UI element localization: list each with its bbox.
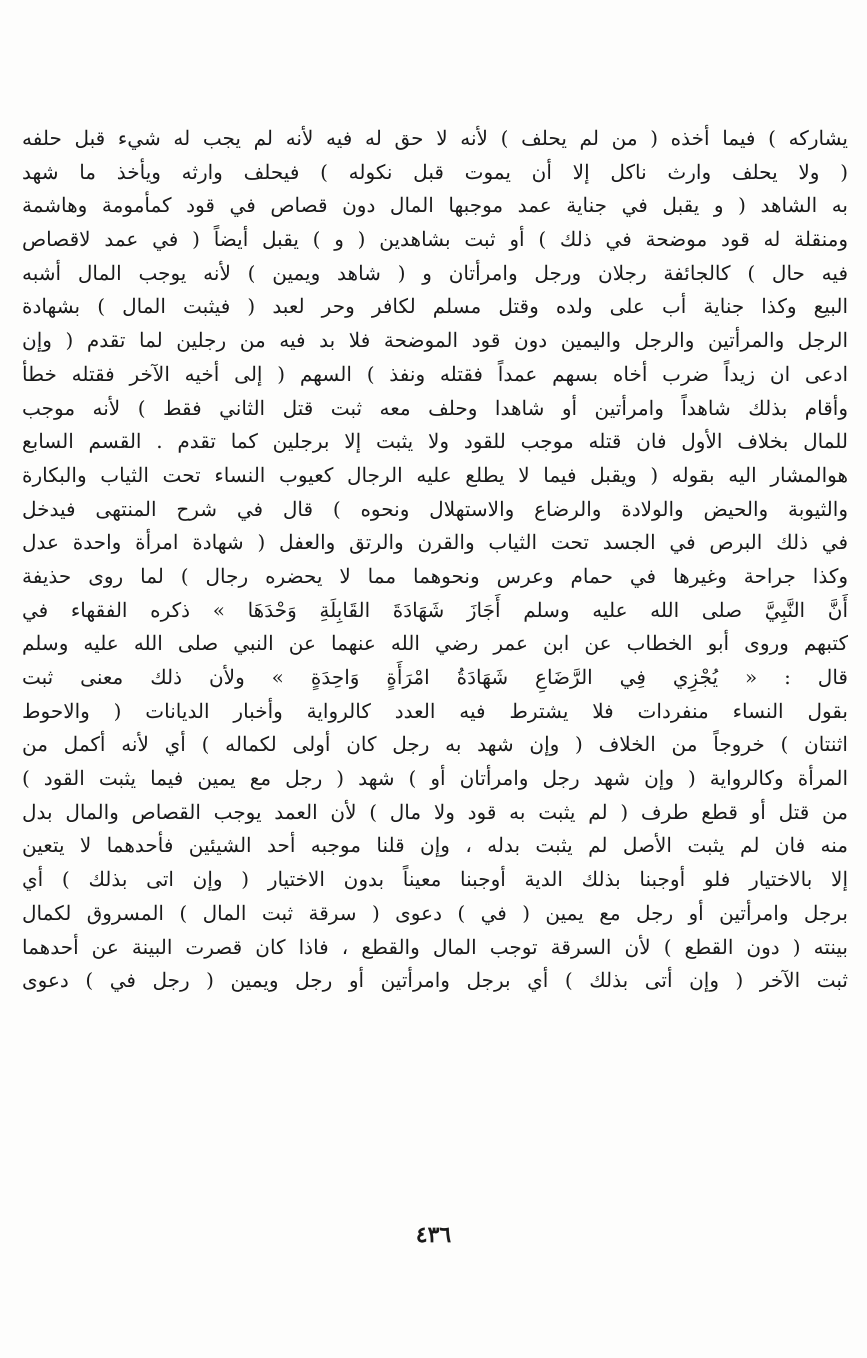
text-line: بقول النساء منفردات فلا يشترط فيه العدد كالرواية وأخبار الديانات ( والاحوط: [22, 698, 848, 723]
text-line: برجل وامرأتين أو رجل مع يمين ( في ) دعوى ( سرقة ثبت المال ) المسروق لكمال: [22, 900, 848, 925]
text-line: وأقام بذلك شاهداً وامرأتين أو شاهدا وحلف معه ثبت قتل الثاني فقط ) لأنه موجب: [22, 395, 848, 420]
text-line: بينته ( دون القطع ) لأن السرقة توجب المال والقطع ، فاذا كان قصرت البينة عن أحدهما: [22, 934, 848, 959]
text-line: أَنَّ النَّبِيَّ صلى الله عليه وسلم أَجَازَ شَهَادَةَ القَابِلَةِ وَحْدَهَا » ذكره الفقهاء في: [22, 597, 848, 622]
text-line: والثيوبة والحيض والولادة والرضاع والاستهلال ونحوه ) قال في شرح المنتهى فيدخل: [22, 496, 848, 521]
text-line: به الشاهد ( و يقبل في جناية عمد موجبها المال دون قصاص في قود كمأمومة وهاشمة: [22, 193, 848, 218]
text-line: في ذلك البرص في الجسد تحت الثياب والقرن والرتق والعفل ( شهادة امرأة واحدة عدل: [22, 530, 848, 555]
text-line: البيع وكذا جناية أب على ولده وقتل مسلم لكافر وحر لعبد ( فيثبت المال ) بشهادة: [22, 294, 848, 319]
text-line: ( ولا يحلف وارث ناكل إلا أن يموت قبل نكوله ) فيحلف وارثه ويأخذ ما شهد: [22, 159, 848, 184]
text-line: من قتل أو قطع طرف ( لم يثبت به قود ولا مال ) لأن العمد يوجب القصاص والمال بدل: [22, 799, 848, 824]
text-line: للمال بخلاف الأول فان قتله موجب للقود ولا يثبت إلا برجلين كما تقدم . القسم السابع: [22, 429, 848, 454]
text-line: ادعى ان زيداً ضرب أخاه بسهم عمداً فقتله ونفذ ) السهم ( إلى أخيه الآخر فقتله خطأ: [22, 361, 848, 386]
text-line: ثبت الآخر ( وإن أتى بذلك ) أي برجل وامرأتين أو رجل ويمين ( رجل في ) دعوى: [22, 968, 848, 993]
text-line: وكذا جراحة وغيرها في حمام وعرس ونحوهما مما لا يحضره رجال ) لما روى حذيفة: [22, 563, 848, 588]
text-line: المرأة وكالرواية ( وإن شهد رجل وامرأتان أو ) شهد ( رجل مع يمين فيما يثبت القود ): [22, 766, 848, 791]
text-line: إلا بالاختيار فلو أوجبنا بذلك الدية أوجبنا معيناً بدون الاختيار ( وإن اتى بذلك ) أي: [22, 867, 848, 892]
text-line: يشاركه ) فيما أخذه ( من لم يحلف ) لأنه لا حق له فيه لأنه لم يجب له شيء قبل حلفه: [22, 126, 848, 150]
text-line: هوالمشار اليه بقوله ( ويقبل فيما لا يطلع عليه الرجال كعيوب النساء تحت الثياب والبكارة: [22, 462, 848, 487]
text-line: كتبهم وروى أبو الخطاب عن ابن عمر رضي الله عنهما عن النبي صلى الله عليه وسلم: [22, 631, 848, 656]
text-line: اثنتان ) خروجاً من الخلاف ( وإن شهد به رجل كان أولى لكماله ) أي لأنه أكمل من: [22, 732, 848, 757]
page-number: ٤٣٦: [415, 1222, 452, 1248]
body-text: [22, 122, 848, 998]
text-line: ومنقلة له قود موضحة في ذلك ) أو ثبت بشاهدين ( و ) يقبل أيضاً ( في عمد لاقصاص: [22, 227, 848, 252]
text-line: فيه حال ) كالجائفة رجلان ورجل وامرأتان و ( شاهد ويمين ) لأنه يوجب المال أشبه: [22, 260, 848, 285]
text-line: قال : « يُجْزِي فِي الرَّضَاعِ شَهَادَةُ امْرَأَةٍ وَاحِدَةٍ » ولأن ذلك معنى ثبت: [22, 665, 848, 689]
text-line: الرجل والمرأتين والرجل واليمين دون قود الموضحة فلا بد فيه من رجلين لما تقدم ( وإن: [22, 328, 848, 353]
text-line: منه فان لم يثبت الأصل لم يثبت بدله ، وإن قلنا موجبه أحد الشيئين فأحدهما لا يتعين: [22, 833, 848, 858]
